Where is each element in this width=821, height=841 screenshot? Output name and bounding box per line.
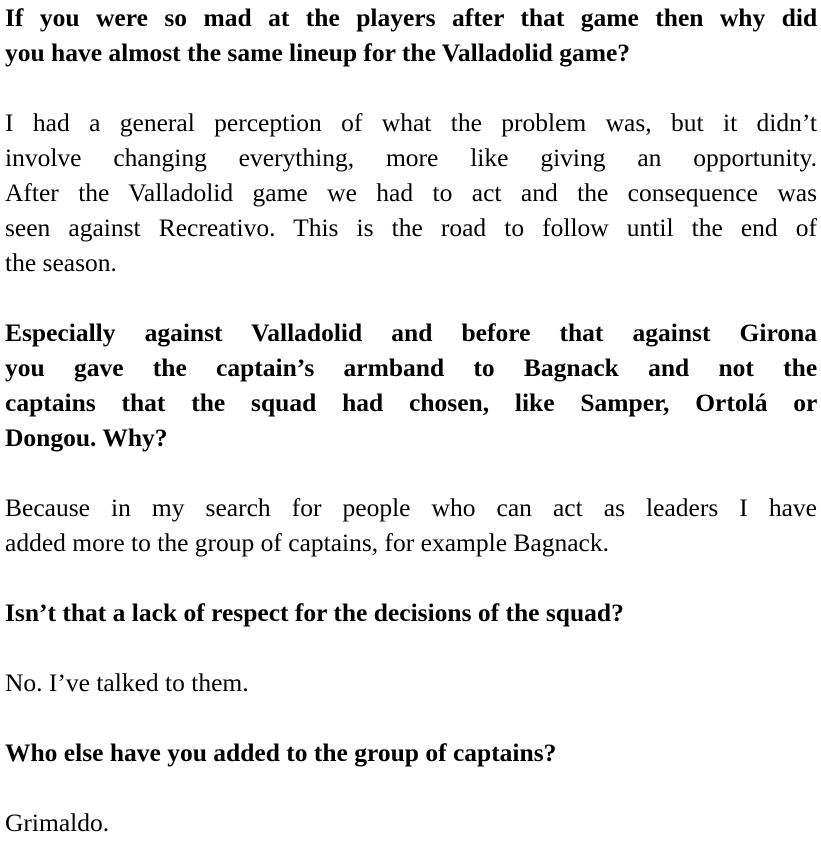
answer-1-line-3: After the Valladolid game we had to act and the consequence was <box>5 178 817 207</box>
question-2-line-3: captains that the squad had chosen, like Samper, Ortolá or <box>5 388 818 417</box>
paragraph-gap <box>5 700 817 735</box>
question-2-line-4: Dongou. Why? <box>5 423 168 452</box>
question-2-line-1: Especially against Valladolid and before that against Girona <box>5 318 817 347</box>
answer-1-line-5: the season. <box>5 248 117 277</box>
question-1-line-1: If you were so mad at the players after that game then why did <box>5 3 818 32</box>
answer-4-line-1: Grimaldo. <box>5 808 110 837</box>
question-4 <box>5 735 817 770</box>
interview-document <box>5 0 817 840</box>
question-1-line-2: you have almost the same lineup for the Valladolid game? <box>5 38 631 67</box>
question-2-line-2: you gave the captain’s armband to Bagnack and not the <box>5 353 818 382</box>
answer-1-line-1: I had a general perception of what the problem was, but it didn’t <box>5 108 817 137</box>
paragraph-gap <box>5 455 817 490</box>
answer-2 <box>5 490 817 560</box>
answer-1-line-4: seen against Recreativo. This is the road to follow until the end of <box>5 213 817 242</box>
paragraph-gap <box>5 770 817 805</box>
question-1 <box>5 0 817 70</box>
paragraph-gap <box>5 560 817 595</box>
answer-1 <box>5 105 817 280</box>
answer-3-line-1: No. I’ve talked to them. <box>5 668 249 697</box>
answer-2-line-2: added more to the group of captains, for example Bagnack. <box>5 528 609 557</box>
answer-2-line-1: Because in my search for people who can act as leaders I have <box>5 493 817 522</box>
answer-1-line-2: involve changing everything, more like giving an opportunity. <box>5 143 817 172</box>
question-2 <box>5 315 817 455</box>
paragraph-gap <box>5 630 817 665</box>
answer-3 <box>5 665 817 700</box>
question-4-line-1: Who else have you added to the group of captains? <box>5 738 557 767</box>
question-3 <box>5 595 817 630</box>
question-3-line-1: Isn’t that a lack of respect for the decisions of the squad? <box>5 598 624 627</box>
answer-4 <box>5 805 817 840</box>
paragraph-gap <box>5 280 817 315</box>
paragraph-gap <box>5 70 817 105</box>
